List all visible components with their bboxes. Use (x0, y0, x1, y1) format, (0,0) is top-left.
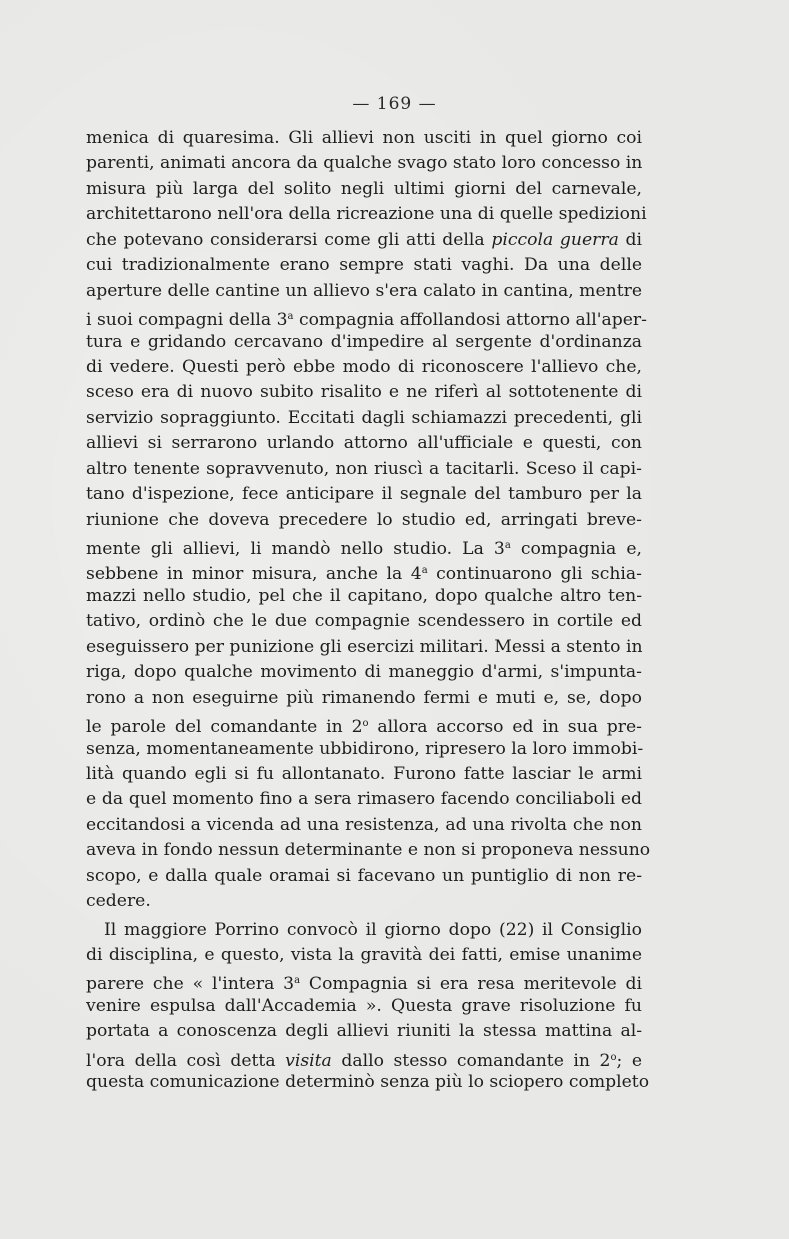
text-run: l'ora della così detta (86, 1050, 276, 1071)
text-line: venire espulsa dall'Accademia ». Questa grave risoluzione fu (86, 995, 642, 1016)
text-line: tano d'ispezione, fece anticipare il segnale del tamburo per la (86, 484, 642, 505)
text-line: architettarono nell'ora della ricreazione una di quelle spedizioni (86, 204, 647, 225)
text-run: sebbene in minor misura, anche la 4 (86, 564, 422, 585)
text-run: mente gli allievi, li mandò nello studio. La 3 (86, 539, 505, 559)
text-line: di vedere. Questi però ebbe modo di riconoscere l'allievo che, (86, 356, 642, 377)
text-line: cui tradizionalmente erano sempre stati vaghi. Da una delle (86, 255, 642, 276)
text-line: aveva in fondo nessun determinante e non si proponeva nessuno (86, 840, 651, 861)
text-run: le parole del comandante in 2 (86, 717, 363, 738)
text-line (86, 968, 642, 993)
text-line: menica di quaresima. Gli allievi non usciti in quel giorno coi (86, 128, 642, 148)
italic-phrase: piccola guerra (491, 229, 619, 250)
text-line: rono a non eseguirne più rimanendo fermi e muti e, se, dopo (86, 687, 642, 708)
superscript: a (421, 565, 428, 577)
text-line: sceso era di nuovo subito risalito e ne riferì al sottotenente di (86, 382, 642, 403)
text-run: allora accorso ed in sua pre- (368, 717, 642, 738)
text-line (86, 711, 642, 736)
text-line: tativo, ordinò che le due compagnie scendessero in cortile ed (86, 611, 642, 632)
text-line: portata a conoscenza degli allievi riuniti la stessa mattina al- (86, 1021, 642, 1042)
body-text (86, 126, 651, 1096)
superscript: o (362, 718, 369, 730)
text-line: riunione che doveva precedere lo studio ed, arringati breve- (86, 509, 642, 530)
text-line: riga, dopo qualche movimento di maneggio d'armi, s'impunta- (86, 662, 642, 683)
text-line: aperture delle cantine un allievo s'era calato in cantina, mentre (86, 280, 642, 301)
text-run: di (625, 229, 643, 250)
text-line: lità quando egli si fu allontanato. Furono fatte lasciar le armi (86, 763, 642, 784)
text-line: di disciplina, e questo, vista la gravità dei fatti, emise unanime (86, 945, 642, 965)
text-line: allievi si serrarono urlando attorno all'ufficiale e questi, con (86, 433, 642, 454)
text-run: continuarono gli schia- (427, 564, 642, 585)
text-line: parenti, animati ancora da qualche svago stato loro concesso in (86, 153, 643, 174)
text-line (86, 533, 642, 558)
text-line: altro tenente sopravvenuto, non riuscì a tacitarli. Sceso il capi- (86, 458, 642, 479)
text-line (86, 1045, 642, 1070)
superscript: a (287, 311, 294, 323)
text-line: eccitandosi a vicenda ad una resistenza, ad una rivolta che non (86, 814, 642, 835)
text-line: e da quel momento fino a sera rimasero facendo conciliaboli ed (86, 789, 642, 810)
text-run: parere che « l'intera 3 (86, 974, 295, 995)
superscript: o (610, 1051, 617, 1063)
text-line: tura e gridando cercavano d'impedire al sergente d'ordinanza (86, 331, 642, 352)
text-run: compagnia e, (510, 539, 642, 559)
text-line (86, 304, 647, 331)
text-line: senza, momentaneamente ubbidirono, ripresero la loro immobi- (86, 738, 644, 759)
text-run: ; e (616, 1050, 642, 1071)
text-line: Il maggiore Porrino convocò il giorno dopo (22) il Consiglio (104, 919, 642, 940)
superscript: a (294, 975, 301, 987)
text-run: che potevano considerarsi come gli atti della (86, 229, 485, 250)
text-line: eseguissero per punizione gli esercizi militari. Messi a stento in (86, 636, 643, 657)
text-line (86, 558, 642, 583)
text-line: misura più larga del solito negli ultimi giorni del carnevale, (86, 178, 642, 199)
superscript: a (504, 540, 511, 551)
page-number: — 169 — (352, 94, 437, 114)
text-line (86, 228, 642, 253)
text-run: i suoi compagni della 3 (86, 310, 288, 331)
text-run: dallo stesso comandante in 2 (341, 1050, 611, 1071)
text-line: scopo, e dalla quale oramai si facevano un puntiglio di non re- (86, 865, 642, 886)
text-run: compagnia affollandosi attorno all'aper- (293, 310, 647, 331)
italic-phrase: visita (285, 1050, 332, 1071)
text-line: questa comunicazione determinò senza più lo sciopero completo (86, 1072, 650, 1093)
text-line: mazzi nello studio, pel che il capitano, dopo qualche altro ten- (86, 585, 642, 606)
text-run: Compagnia si era resa meritevole di (300, 974, 642, 995)
text-line: cedere. (86, 891, 151, 912)
text-line: servizio sopraggiunto. Eccitati dagli schiamazzi precedenti, gli (86, 407, 642, 428)
